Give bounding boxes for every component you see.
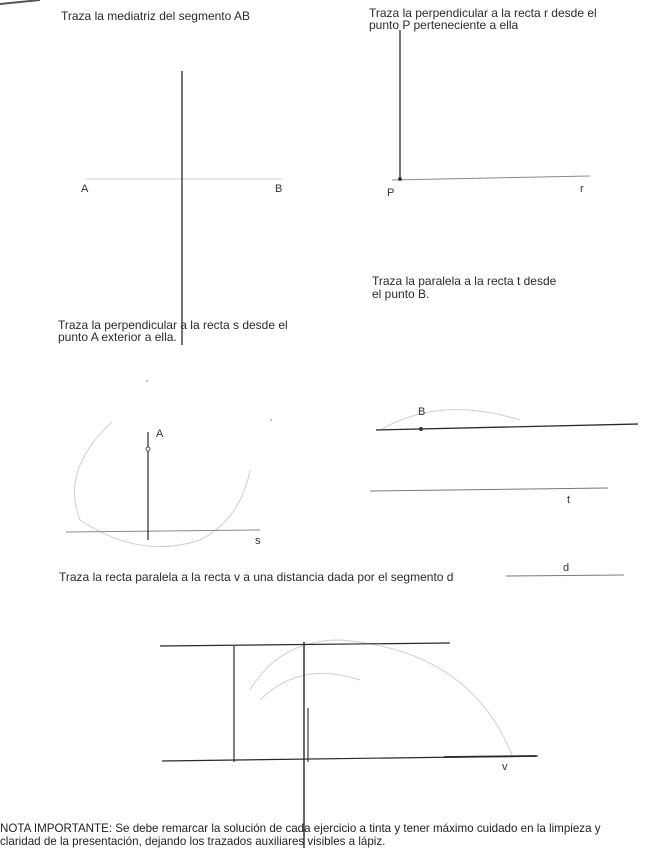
label-line-s: s (255, 535, 261, 547)
label-point-p: P (387, 187, 395, 199)
line-r (392, 176, 590, 180)
exercise-4-instruction-line1: Traza la paralela a la recta t desde (372, 274, 557, 288)
exercise-4-instruction-line2: el punto B. (372, 287, 430, 301)
speck (146, 380, 148, 382)
speck (270, 419, 272, 421)
exercise-3-figure (66, 380, 272, 546)
exercise-4-figure (370, 410, 638, 491)
point-b (419, 427, 423, 431)
footer-note-line1: NOTA IMPORTANTE: Se debe remarcar la solución de cada ejercicio a tinta y tener máximo cuidado en la limpieza y (0, 822, 601, 835)
exercise-5-instruction: Traza la recta paralela a la recta v a una distancia dada por el segmento d (59, 570, 454, 584)
label-line-v: v (502, 761, 508, 773)
point-a (146, 447, 150, 451)
exercise-3-instruction-line2: punto A exterior a ella. (58, 330, 177, 344)
exercise-2-figure (392, 30, 590, 181)
exercise-2-instruction-line1: Traza la perpendicular a la recta r desde el (369, 6, 597, 20)
label-line-r: r (580, 183, 584, 195)
label-line-t: t (567, 494, 571, 506)
label-point-a: A (81, 183, 89, 195)
footer-note-line2: claridad de la presentación, dejando los trazados auxiliares visibles a lápiz. (0, 835, 386, 848)
exercise-1-instruction: Traza la mediatriz del segmento AB (61, 9, 250, 23)
auxiliary-arc (250, 640, 512, 755)
label-point-a: A (156, 428, 164, 440)
label-point-b: B (275, 183, 283, 195)
exercise-1-figure (86, 71, 282, 345)
line-t (370, 488, 608, 491)
scan-mark (0, 0, 40, 4)
label-segment-d: d (563, 562, 570, 574)
line-s (66, 530, 260, 532)
ink-overstroke-v (444, 756, 536, 757)
exercise-3-instruction-line1: Traza la perpendicular a la recta s desde el (58, 318, 288, 332)
exercise-5-figure (160, 575, 624, 848)
exercise-2-instruction-line2: punto P perteneciente a ella (369, 18, 519, 32)
parallel-through-b (376, 424, 638, 430)
point-p (398, 177, 402, 181)
auxiliary-arc (74, 422, 250, 547)
label-point-b: B (418, 406, 426, 418)
segment-d (506, 575, 624, 576)
parallel-line (160, 643, 450, 646)
auxiliary-arc (260, 673, 360, 700)
